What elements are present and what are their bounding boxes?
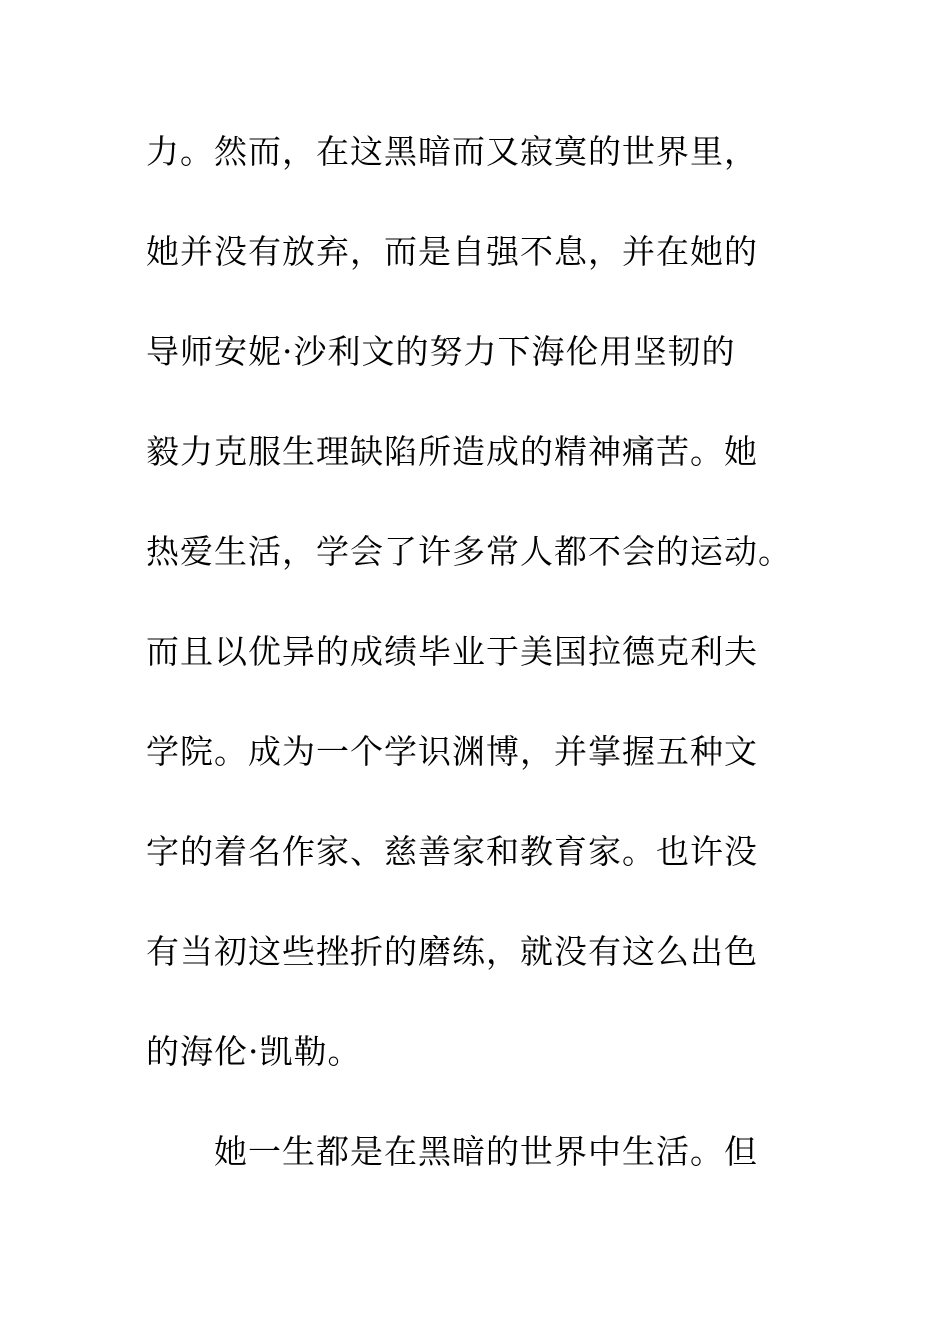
text-line: 学院。成为一个学识渊博，并掌握五种文 — [146, 732, 758, 771]
text-line: 她并没有放弃，而是自强不息，并在她的 — [146, 232, 758, 271]
text-line: 毅力克服生理缺陷所造成的精神痛苦。她 — [146, 432, 758, 471]
paragraph-start-line: 她一生都是在黑暗的世界中生活。但 — [214, 1132, 758, 1171]
text-line: 有当初这些挫折的磨练，就没有这么出色 — [146, 932, 758, 971]
text-line: 字的着名作家、慈善家和教育家。也许没 — [146, 832, 758, 871]
body-text — [146, 125, 826, 1225]
text-line: 而且以优异的成绩毕业于美国拉德克利夫 — [146, 632, 758, 671]
text-line: 力。然而，在这黑暗而又寂寞的世界里， — [146, 132, 758, 171]
text-line: 热爱生活，学会了许多常人都不会的运动。 — [146, 532, 792, 571]
text-line: 的海伦·凯勒。 — [146, 1032, 362, 1071]
text-line: 导师安妮·沙利文的努力下海伦用坚韧的 — [146, 332, 736, 371]
